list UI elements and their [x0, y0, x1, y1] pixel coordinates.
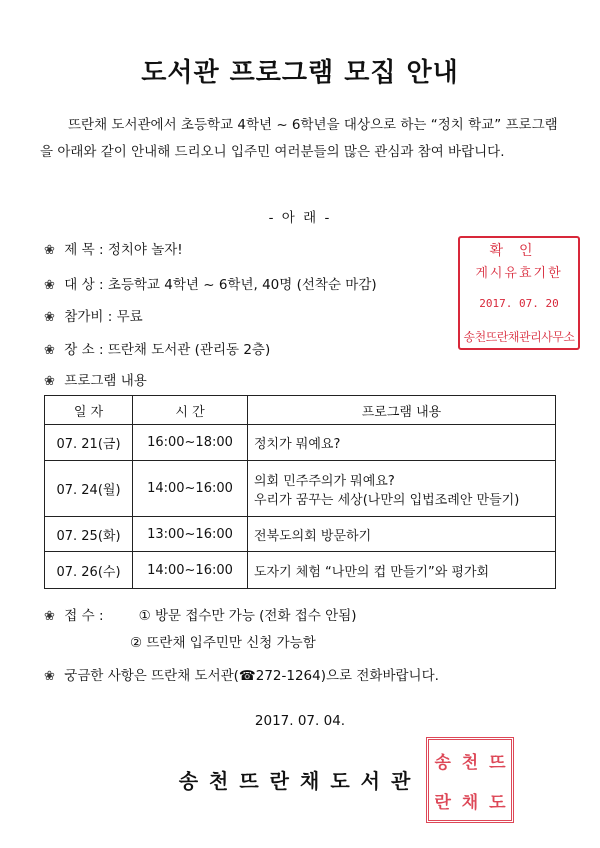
item-place-value: 뜨란채 도서관 (관리동 2층) [107, 342, 271, 358]
stamp-office-text: 송천뜨란채관리사무소 [463, 330, 575, 344]
item-program [44, 369, 147, 389]
table-row [45, 461, 556, 517]
table-cell-content: 정치가 뭐예요? [248, 425, 556, 461]
item-title-value: 정치야 놀자! [107, 242, 183, 258]
organization-name: 송천뜨란채도서관 [178, 769, 422, 793]
table-cell-time: 14:00~16:00 [133, 461, 248, 517]
table-row [45, 552, 556, 589]
item-fee-label: 참가비 : [64, 309, 113, 325]
seal-char: 천 [461, 752, 479, 773]
table-cell-content [248, 461, 556, 517]
notice-date: 2017. 07. 04. [254, 713, 346, 729]
table-row [45, 425, 556, 461]
flower-icon: ❀ [44, 343, 55, 358]
seal-char: 송 [434, 752, 451, 773]
flower-icon: ❀ [44, 609, 55, 624]
table-header-row [45, 396, 556, 425]
flower-icon: ❀ [44, 310, 55, 325]
seal-char: 뜨 [489, 752, 506, 773]
item-reception-label: 접 수 : [64, 608, 104, 624]
flower-icon: ❀ [44, 374, 55, 389]
page-title: 도서관 프로그램 모집 안내 [141, 58, 459, 88]
table-cell-content: 도자기 체험 “나만의 컵 만들기”와 평가회 [248, 552, 556, 589]
seal-char: 란 [434, 792, 451, 813]
intro-paragraph: 뜨란채 도서관에서 초등학교 4학년 ~ 6학년을 대상으로 하는 “정치 학교” 프로그램을 아래와 같이 안내해 드리오니 입주민 여러분들의 많은 관심과 참여 바랍니다. [40, 117, 558, 160]
table-cell-content: 전북도의회 방문하기 [248, 517, 556, 552]
item-contact [44, 664, 439, 684]
table-header: 시 간 [133, 396, 248, 425]
confirmation-stamp [458, 236, 580, 350]
stamp-date-text: 2017. 07. 20 [479, 297, 559, 310]
stamp-confirm-text: 확인 [489, 243, 549, 259]
flower-icon: ❀ [44, 243, 55, 258]
item-place-label: 장 소 : [64, 342, 104, 358]
table-cell-time: 16:00~18:00 [133, 425, 248, 461]
table-cell-time: 13:00~16:00 [133, 517, 248, 552]
item-fee-value: 무료 [116, 309, 143, 325]
item-program-label: 프로그램 내용 [64, 373, 147, 389]
item-target-value: 초등학교 4학년 ~ 6학년, 40명 (선착순 마감) [107, 277, 377, 293]
program-table [44, 395, 556, 589]
content-line: 의회 민주주의가 뭐예요? [254, 473, 395, 489]
table-header: 프로그램 내용 [248, 396, 556, 425]
stamp-validity-text: 게시유효기한 [475, 266, 563, 281]
flower-icon: ❀ [44, 669, 55, 684]
item-place [44, 338, 270, 358]
table-cell-date: 07. 25(화) [45, 517, 133, 552]
reception-line1: ① 방문 접수만 가능 (전화 접수 안됨) [138, 608, 357, 624]
item-target-label: 대 상 : [64, 277, 104, 293]
seal-char: 도 [489, 792, 506, 813]
item-title [44, 238, 183, 258]
reception-line2: ② 뜨란채 입주민만 신청 가능함 [130, 635, 316, 651]
table-cell-date: 07. 26(수) [45, 552, 133, 589]
item-fee [44, 305, 143, 325]
section-marker: - 아 래 - [268, 210, 332, 226]
official-seal-icon [426, 737, 514, 823]
table-cell-date: 07. 21(금) [45, 425, 133, 461]
item-reception [44, 604, 357, 624]
table-header: 일 자 [45, 396, 133, 425]
item-title-label: 제 목 : [64, 242, 104, 258]
table-cell-time: 14:00~16:00 [133, 552, 248, 589]
table-cell-date: 07. 24(월) [45, 461, 133, 517]
flower-icon: ❀ [44, 278, 55, 293]
table-row [45, 517, 556, 552]
item-target [44, 273, 377, 293]
contact-text: 궁금한 사항은 뜨란채 도서관(☎272-1264)으로 전화바랍니다. [64, 668, 439, 684]
seal-char: 채 [461, 792, 479, 813]
content-line: 우리가 꿈꾸는 세상(나만의 입법조례안 만들기) [254, 492, 520, 508]
